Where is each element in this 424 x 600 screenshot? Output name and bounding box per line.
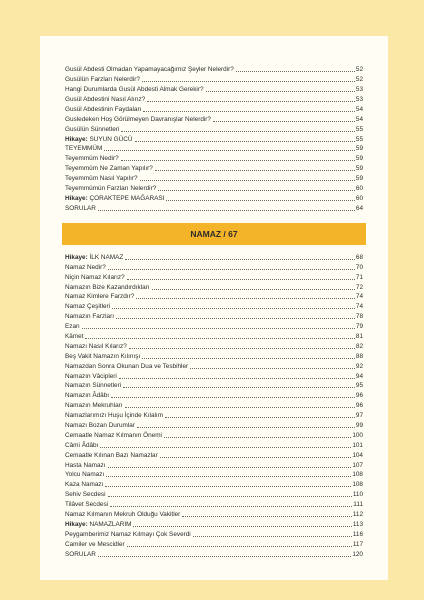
toc-entry-text: Namazdan Sonra Okunan Dua ve Tesbihler [65,362,189,370]
toc-entry [65,134,363,144]
toc-entry-title [65,392,109,400]
toc-entry-title [65,313,114,321]
toc-entry [65,144,363,154]
dot-leader [143,110,355,112]
toc-entry-page: 54 [355,115,363,123]
toc-entry-title [65,541,125,549]
toc-entry-text: Beş Vakit Namazın Kılınışı [65,352,141,360]
toc-entry-text: Cemaatle Namaz Kılmanın Önemi [65,431,162,439]
dot-leader [121,130,355,132]
toc-entry [65,341,363,351]
toc-entry-page: 95 [355,382,363,390]
toc-entry [65,153,363,163]
toc-entry-text: Gusledeken Hoş Görülmeyen Davranışlar Nelerdir? [65,115,211,123]
toc-entry-title [65,293,134,301]
toc-entry-page: 97 [355,412,363,420]
toc-entry-text: Namazın Vâcipleri [65,372,117,380]
toc-entry [65,262,363,272]
dot-leader [108,268,355,270]
toc-entry-title [65,264,106,272]
toc-entry [65,321,363,331]
toc-entry-page: 116 [352,530,363,538]
toc-entry-title [65,116,211,124]
dot-leader [127,545,352,547]
toc-entry [65,311,363,321]
toc-entry-text: İLK NAMAZ [89,253,124,261]
toc-entry-text: Namaz Kimlere Farzdır? [65,293,135,301]
toc-entry-title [65,66,234,74]
toc-entry-title [65,205,96,213]
toc-entry-text: Gusül Abdestini Nasıl Alırız? [65,95,146,103]
toc-entry-page: 113 [352,520,363,528]
toc-entry-title [65,521,131,529]
toc-entry-title [65,491,106,499]
dot-leader [135,140,355,142]
toc-entry-text: Hasta Namazı [65,461,106,469]
toc-entry [65,203,363,213]
toc-entry-text: Teyemmümün Farzları Nelerdir? [65,185,157,193]
toc-entry-text: SORULAR [65,205,96,213]
dot-leader [142,80,355,82]
toc-entry-title [65,185,156,193]
dot-leader [104,149,355,151]
toc-entry-text: Ezan [65,323,80,331]
toc-entry-prefix: Hikaye: [65,253,88,261]
toc-entry-title [65,155,119,163]
toc-entry [65,509,363,519]
toc-entry-text: Namazı Nasıl Kılarız? [65,342,127,350]
dot-leader [155,169,355,171]
toc-entry-page: 99 [355,422,363,430]
chapter-banner-namaz: NAMAZ / 67 [62,223,366,245]
toc-entry [65,440,363,450]
toc-entry [65,252,363,262]
toc-entry-title [65,432,162,440]
toc-entry-title [65,145,102,153]
toc-entry-page: 53 [355,85,363,93]
dot-leader [160,456,352,458]
dot-leader [127,278,355,280]
toc-entry [65,539,363,549]
dot-leader [123,386,355,388]
dot-leader [125,258,355,260]
dot-leader [158,189,355,191]
toc-entry-text: Gusül Abdesti Olmadan Yapamayacağımız Şeyler Nelerdir? [65,65,234,73]
toc-entry-title [65,531,191,539]
toc-entry-page: 52 [355,75,363,83]
toc-entry-title [65,254,123,262]
toc-section-namaz [65,252,363,559]
toc-entry [65,301,363,311]
toc-entry [65,104,363,114]
dot-leader [110,505,352,507]
toc-entry-prefix: Hikaye: [65,135,88,143]
dot-leader [236,70,355,72]
toc-entry-page: 88 [355,352,363,360]
toc-entry-page: 78 [355,313,363,321]
book-page [40,36,388,580]
toc-entry-page: 59 [355,155,363,163]
toc-entry [65,94,363,104]
toc-entry-page: 54 [355,105,363,113]
toc-entry-title [65,76,140,84]
toc-entry-title [65,126,119,134]
toc-entry-title [65,373,117,381]
dot-leader [108,466,352,468]
toc-entry-page: 108 [352,481,363,489]
toc-entry [65,400,363,410]
dot-leader [100,446,351,448]
dot-leader [105,485,351,487]
dot-leader [129,347,355,349]
toc-entry-page: 92 [355,362,363,370]
toc-entry [65,331,363,341]
toc-entry [65,371,363,381]
toc-entry [65,489,363,499]
toc-entry-text: Kâmet [65,333,84,341]
toc-entry-text: Kaza Namazı [65,481,104,489]
toc-entry-page: 59 [355,145,363,153]
toc-entry-text: Teyemmüm Nedir? [65,155,119,163]
toc-entry-page: 96 [355,392,363,400]
toc-entry-page: 110 [352,491,363,499]
toc-entry [65,272,363,282]
toc-entry [65,410,363,420]
toc-entry-text: Niçin Namaz Kılarız? [65,273,125,281]
toc-entry-text: Gusül Abdestinin Faydaları [65,105,142,113]
toc-entry [65,479,363,489]
dot-leader [213,120,355,122]
toc-entry-text: Namazlarımızı Huşu İçinde Kılalım [65,412,164,420]
toc-entry [65,450,363,460]
toc-entry-text: Teyemmüm Ne Zaman Yapılır? [65,165,153,173]
toc-entry [65,549,363,559]
toc-entry [65,114,363,124]
toc-entry-title [65,333,83,341]
toc-entry-page: 120 [352,550,363,558]
toc-entry-page: 59 [355,165,363,173]
toc-entry-title [65,402,123,410]
toc-entry [65,173,363,183]
toc-entry-title [65,96,145,104]
toc-entry-page: 74 [355,303,363,311]
toc-entry-page: 112 [352,511,363,519]
toc-entry-title [65,343,127,351]
toc-entry-text: Sehiv Secdesi [65,491,106,499]
dot-leader [136,297,355,299]
toc-entry-text: Yolcu Namazı [65,471,105,479]
toc-entry [65,519,363,529]
toc-entry [65,361,363,371]
toc-entry-page: 55 [355,125,363,133]
toc-entry-title [65,136,133,144]
toc-entry-page: 117 [352,540,363,548]
toc-entry-text: Namaz Çeşitleri [65,303,111,311]
toc-entry-page: 60 [355,185,363,193]
toc-entry [65,460,363,470]
toc-entry-page: 59 [355,175,363,183]
toc-entry-page: 60 [355,195,363,203]
toc-entry-text: Namazı Bozan Durumlar [65,422,135,430]
toc-entry-title [65,353,140,361]
toc-entry-text: Camiler ve Mescidler [65,540,125,548]
dot-leader [119,377,355,379]
dot-leader [152,288,355,290]
toc-entry [65,420,363,430]
toc-entry-page: 96 [355,402,363,410]
dot-leader [106,475,351,477]
toc-entry-text: Namazın Farzları [65,313,115,321]
toc-entry-page: 108 [352,471,363,479]
toc-entry-title [65,323,80,331]
toc-entry-page: 74 [355,293,363,301]
dot-leader [182,515,351,517]
toc-entry [65,390,363,400]
toc-entry-page: 53 [355,95,363,103]
dot-leader [112,307,355,309]
dot-leader [147,100,355,102]
dot-leader [125,406,355,408]
toc-entry-text: Peygamberimiz Namaz Kılmayı Çok Severdi [65,530,191,538]
toc-entry-title [65,382,121,390]
toc-entry-text: Namaz Kılmanın Mekruh Olduğu Vakitler [65,511,181,519]
toc-entry [65,430,363,440]
toc-entry-page: 52 [355,65,363,73]
toc-entry-text: Gusülün Farzları Nelerdir? [65,75,140,83]
toc-entry-title [65,511,180,519]
dot-leader [82,327,355,329]
toc-entry-text: SORULAR [65,550,96,558]
toc-section-gusul [65,64,363,213]
toc-entry-page: 70 [355,263,363,271]
dot-leader [165,416,355,418]
dot-leader [85,337,354,339]
toc-entry-text: SUYUN GÜCÜ [89,135,133,143]
toc-entry-title [65,363,188,371]
toc-entry-page: 104 [352,451,363,459]
toc-entry [65,282,363,292]
dot-leader [193,535,352,537]
toc-entry-text: Namazın Mekruhları [65,402,123,410]
toc-entry-prefix: Hikaye: [65,195,88,203]
toc-entry-page: 100 [352,431,363,439]
toc-entry-title [65,303,110,311]
toc-entry-text: Namazın Sünnetleri [65,382,122,390]
toc-entry [65,163,363,173]
toc-entry-page: 55 [355,135,363,143]
toc-entry-title [65,501,108,509]
toc-entry-page: 71 [355,273,363,281]
toc-entry-text: Namazın Âdâbı [65,392,110,400]
dot-leader [108,495,352,497]
toc-entry-title [65,551,96,559]
toc-entry-title [65,442,98,450]
dot-leader [206,90,355,92]
dot-leader [116,317,355,319]
toc-entry-page: 94 [355,372,363,380]
toc-entry-title [65,195,164,203]
toc-entry [65,64,363,74]
toc-entry [65,84,363,94]
toc-entry-text: Hangi Durumlarda Gusül Abdesti Almak Gerekir? [65,85,204,93]
toc-entry-title [65,165,153,173]
toc-entry-text: Namaz Nedir? [65,263,106,271]
dot-leader [98,209,355,211]
toc-entry-text: NAMAZLARIM [89,520,132,528]
toc-entry-title [65,452,158,460]
toc-entry [65,381,363,391]
toc-entry-title [65,422,135,430]
toc-entry-text: Namazın Bize Kazandırdıkları [65,283,150,291]
toc-entry [65,529,363,539]
toc-entry [65,470,363,480]
toc-entry [65,499,363,509]
toc-entry-title [65,412,163,420]
toc-entry-title [65,471,104,479]
dot-leader [98,555,351,557]
toc-entry-title [65,106,141,114]
toc-entry-title [65,462,106,470]
toc-entry-page: 68 [355,253,363,261]
toc-entry-page: 64 [355,205,363,213]
dot-leader [121,159,355,161]
toc-entry [65,193,363,203]
toc-entry-title [65,481,103,489]
toc-entry-text: TEYEMMÜM [65,145,103,153]
toc-entry-text: Gusülün Sünnetleri [65,125,120,133]
dot-leader [133,525,351,527]
dot-leader [137,426,355,428]
toc-entry-title [65,86,204,94]
toc-entry-page: 101 [352,441,363,449]
dot-leader [190,367,355,369]
toc-entry [65,74,363,84]
toc-entry-title [65,274,125,282]
toc-entry [65,183,363,193]
toc-entry [65,292,363,302]
toc-entry [65,124,363,134]
toc-entry-prefix: Hikaye: [65,520,88,528]
toc-entry-page: 82 [355,342,363,350]
toc-entry-text: Tilâvet Secdesi [65,501,109,509]
dot-leader [142,357,355,359]
toc-entry-page: 111 [353,501,363,509]
toc-entry-text: ÇORAKTEPE MAĞARASI [89,195,165,203]
toc-entry-text: Teyemmüm Nasıl Yapılır? [65,175,138,183]
toc-entry-page: 79 [355,323,363,331]
toc-entry-title [65,175,138,183]
toc-entry [65,351,363,361]
dot-leader [140,179,355,181]
dot-leader [166,199,354,201]
toc-entry-text: Câmi Âdâbı [65,441,99,449]
toc-entry-text: Cemaatle Kılınan Bazı Namazlar [65,451,158,459]
toc-entry-title [65,284,150,292]
toc-entry-page: 107 [352,461,363,469]
toc-entry-page: 72 [355,283,363,291]
dot-leader [111,396,355,398]
dot-leader [164,436,351,438]
toc-entry-page: 81 [355,333,363,341]
